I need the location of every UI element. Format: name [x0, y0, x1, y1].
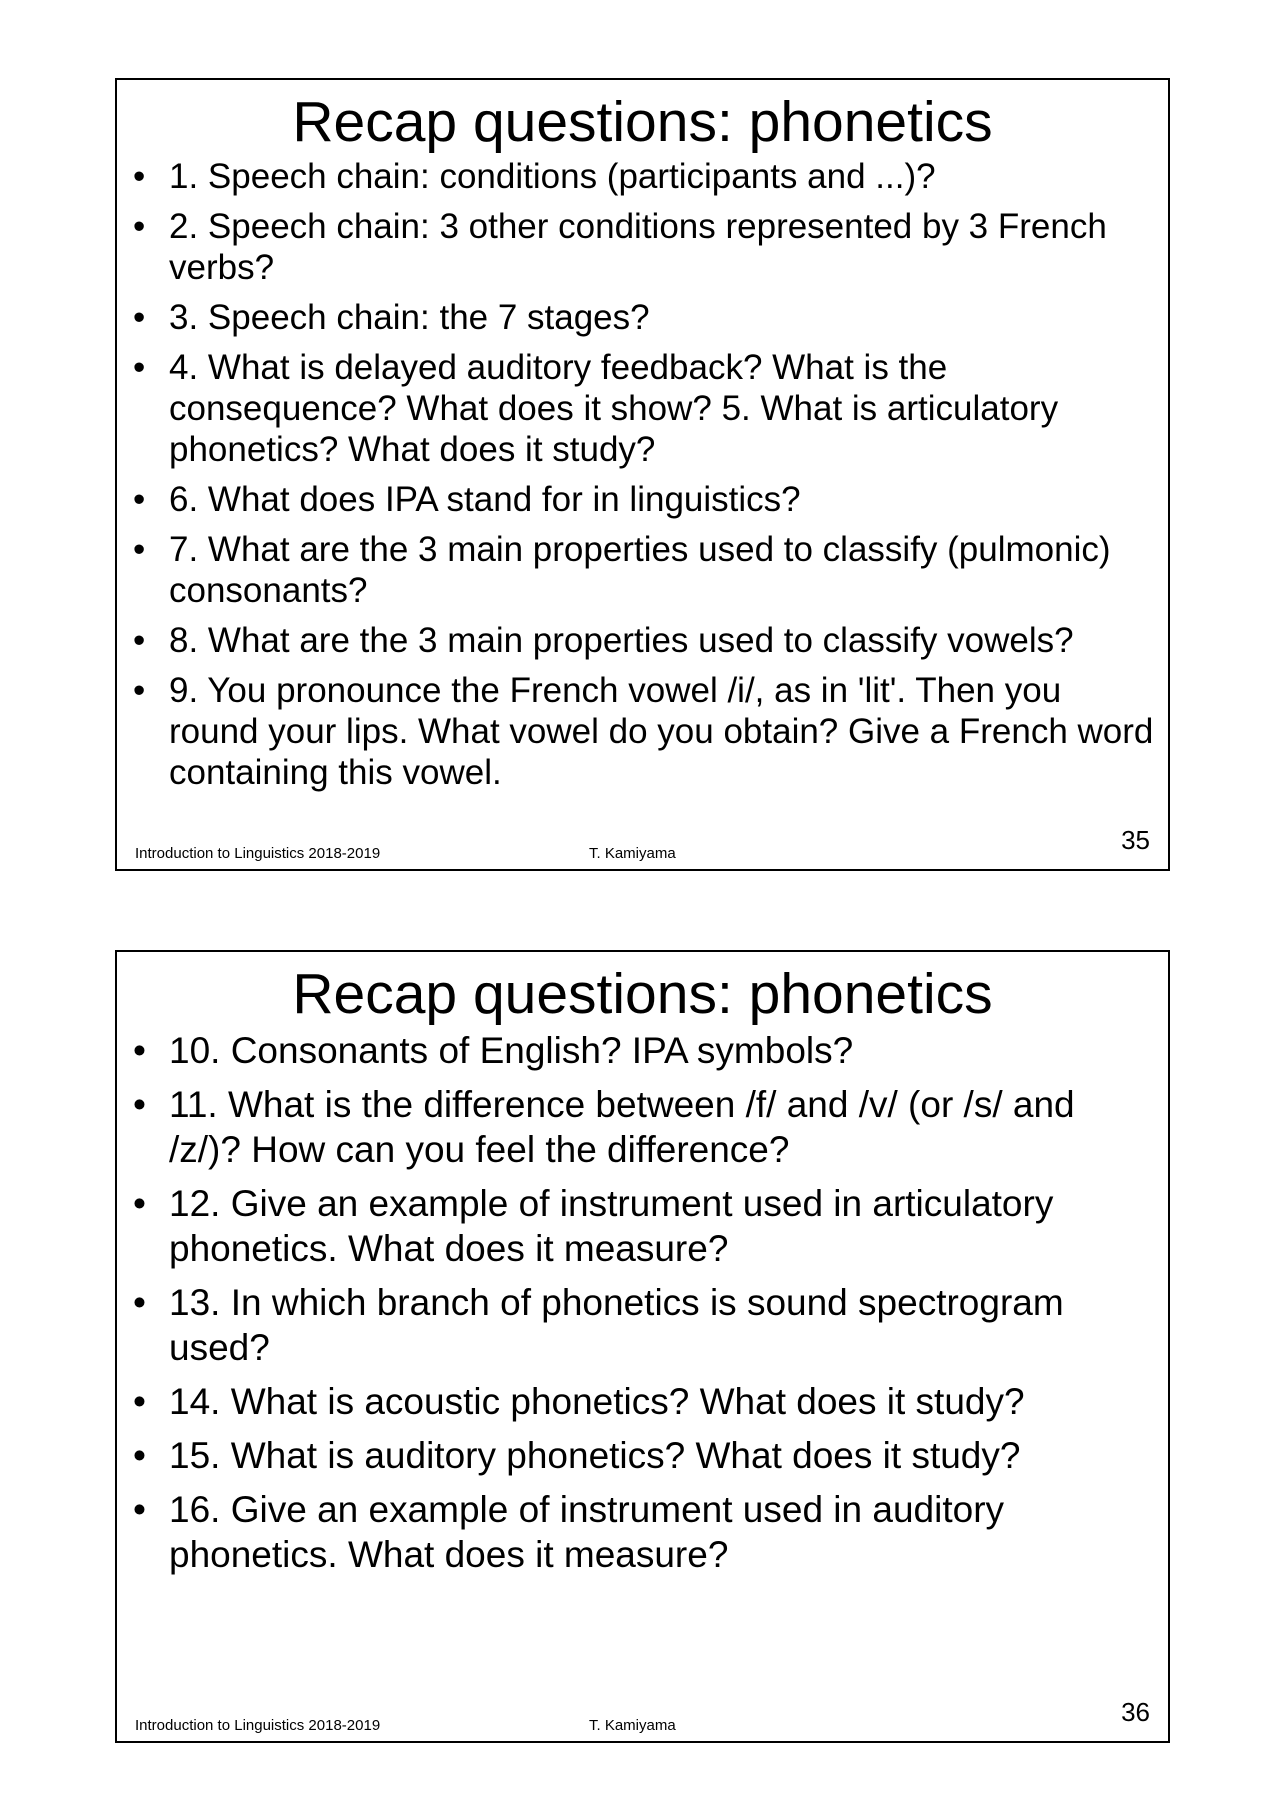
list-item	[131, 620, 1154, 661]
question-text: 6. What does IPA stand for in linguistics?	[169, 480, 801, 519]
bullet-icon: •	[133, 1183, 146, 1224]
question-text: 16. Give an example of instrument used in auditory phonetics. What does it measure?	[169, 1489, 1005, 1575]
question-text: 1. Speech chain: conditions (participants and ...)?	[169, 157, 936, 196]
question-text: 15. What is auditory phonetics? What does it study?	[169, 1435, 1021, 1476]
question-text: 9. You pronounce the French vowel /i/, as in 'lit'. Then you round your lips. What vowel do you obtain? Give a French word containing this vowel.	[169, 671, 1154, 792]
question-text: 14. What is acoustic phonetics? What does it study?	[169, 1381, 1025, 1422]
footer-author: T. Kamiyama	[589, 845, 676, 862]
bullet-icon: •	[133, 1084, 146, 1125]
bullet-list	[131, 156, 1154, 802]
bullet-icon: •	[133, 298, 146, 337]
list-item	[131, 1082, 1154, 1172]
slide-title: Recap questions: phonetics	[292, 962, 993, 1026]
bullet-icon: •	[133, 1435, 146, 1476]
question-text: 13. In which branch of phonetics is sound spectrogram used?	[169, 1282, 1064, 1368]
list-item	[131, 529, 1154, 611]
question-text: 10. Consonants of English? IPA symbols?	[169, 1030, 854, 1071]
list-item	[131, 1433, 1154, 1478]
bullet-icon: •	[133, 671, 146, 710]
question-text: 11. What is the difference between /f/ and /v/ (or /s/ and /z/)? How can you feel the difference?	[169, 1084, 1075, 1170]
list-item	[131, 206, 1154, 288]
list-item	[131, 297, 1154, 338]
bullet-icon: •	[133, 480, 146, 519]
slide-35	[115, 78, 1170, 871]
slide-title: Recap questions: phonetics	[292, 90, 993, 154]
bullet-icon: •	[133, 1489, 146, 1530]
question-text: 3. Speech chain: the 7 stages?	[169, 298, 650, 337]
question-text: 2. Speech chain: 3 other conditions represented by 3 French verbs?	[169, 207, 1107, 287]
question-text: 12. Give an example of instrument used in articulatory phonetics. What does it measure?	[169, 1183, 1054, 1269]
list-item	[131, 1028, 1154, 1073]
bullet-icon: •	[133, 157, 146, 196]
list-item	[131, 1181, 1154, 1271]
footer-author: T. Kamiyama	[589, 1717, 676, 1734]
page-number: 36	[1121, 1697, 1150, 1727]
bullet-icon: •	[133, 1381, 146, 1422]
list-item	[131, 1487, 1154, 1577]
bullet-icon: •	[133, 1030, 146, 1071]
question-text: 7. What are the 3 main properties used to classify (pulmonic) consonants?	[169, 530, 1111, 610]
question-text: 8. What are the 3 main properties used to classify vowels?	[169, 621, 1074, 660]
list-item	[131, 347, 1154, 470]
bullet-list	[131, 1028, 1154, 1586]
bullet-icon: •	[133, 621, 146, 660]
slide-36	[115, 950, 1170, 1743]
list-item	[131, 1379, 1154, 1424]
list-item	[131, 670, 1154, 793]
bullet-icon: •	[133, 1282, 146, 1323]
list-item	[131, 1280, 1154, 1370]
question-text: 4. What is delayed auditory feedback? What is the consequence? What does it show? 5. What is articulatory phonetics? What does it study?	[169, 348, 1059, 469]
bullet-icon: •	[133, 530, 146, 569]
bullet-icon: •	[133, 207, 146, 246]
list-item	[131, 479, 1154, 520]
bullet-icon: •	[133, 348, 146, 387]
list-item	[131, 156, 1154, 197]
page-number: 35	[1121, 825, 1150, 855]
footer-course: Introduction to Linguistics 2018-2019	[135, 845, 381, 862]
footer-course: Introduction to Linguistics 2018-2019	[135, 1717, 381, 1734]
